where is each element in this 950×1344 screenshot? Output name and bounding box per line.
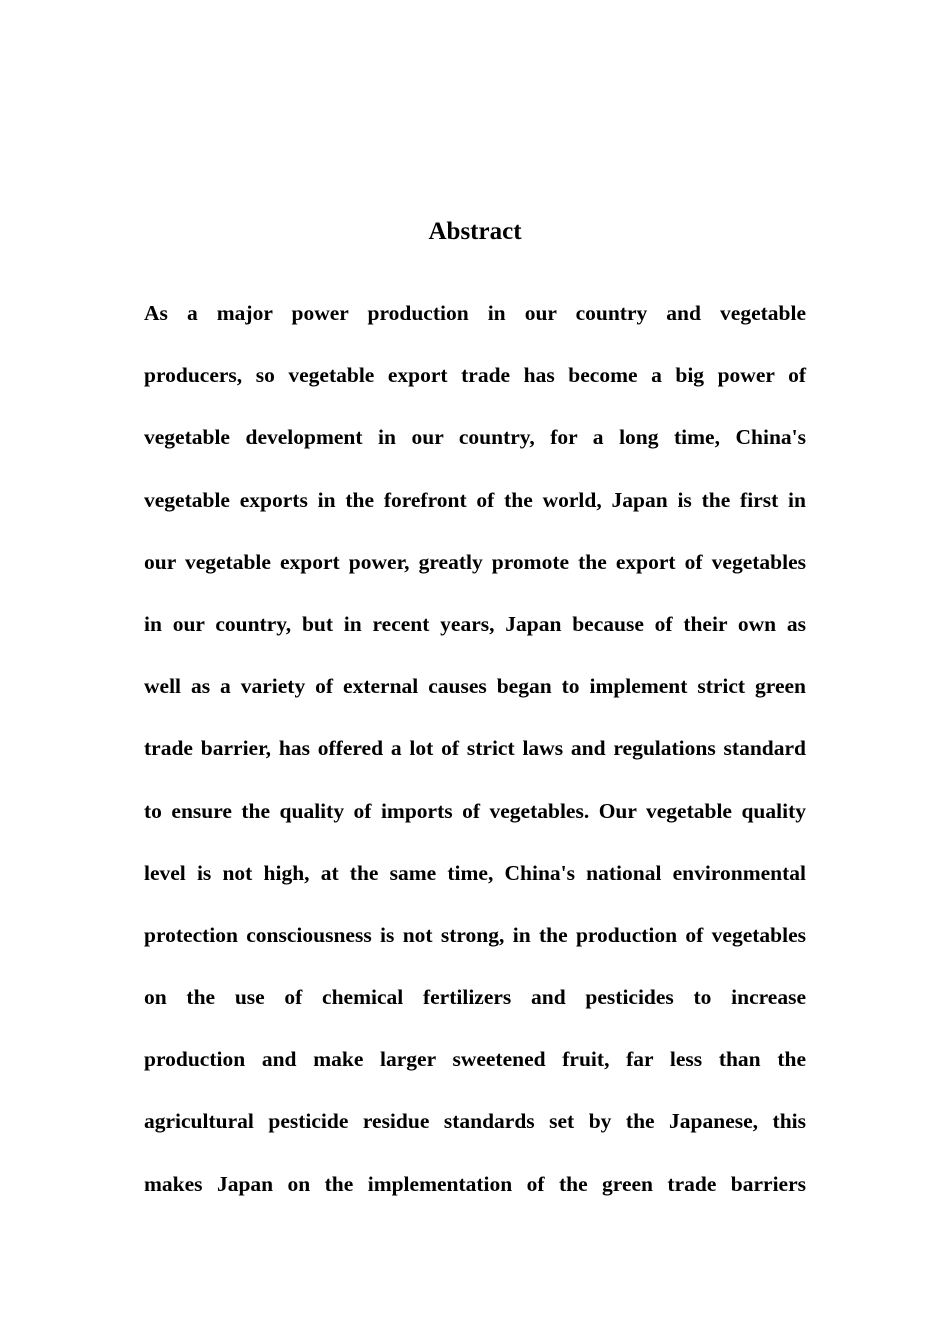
abstract-line-4: vegetable exports in the forefront of the world, Japan is the first in [144, 487, 806, 512]
abstract-line-6: in our country, but in recent years, Japan because of their own as [144, 611, 806, 636]
abstract-line-3: vegetable development in our country, for a long time, China's [144, 425, 806, 450]
abstract-line-12: on the use of chemical fertilizers and pesticides to increase [144, 985, 806, 1010]
abstract-line-15: makes Japan on the implementation of the green trade barriers [144, 1171, 806, 1196]
abstract-line-13: production and make larger sweetened fruit, far less than the [144, 1047, 806, 1072]
abstract-title: Abstract [428, 218, 522, 245]
abstract-line-1: As a major power production in our country and vegetable [144, 301, 806, 325]
abstract-line-7: well as a variety of external causes began to implement strict green [144, 674, 806, 699]
abstract-line-8: trade barrier, has offered a lot of strict laws and regulations standard [144, 736, 806, 761]
abstract-body [144, 282, 806, 1215]
abstract-line-10: level is not high, at the same time, China's national environmental [144, 860, 806, 885]
abstract-line-9: to ensure the quality of imports of vegetables. Our vegetable quality [144, 798, 806, 823]
abstract-line-2: producers, so vegetable export trade has become a big power of [144, 363, 806, 388]
abstract-line-11: protection consciousness is not strong, in the production of vegetables [144, 922, 806, 947]
abstract-line-5: our vegetable export power, greatly promote the export of vegetables [144, 549, 806, 574]
abstract-line-14: agricultural pesticide residue standards set by the Japanese, this [144, 1109, 806, 1134]
